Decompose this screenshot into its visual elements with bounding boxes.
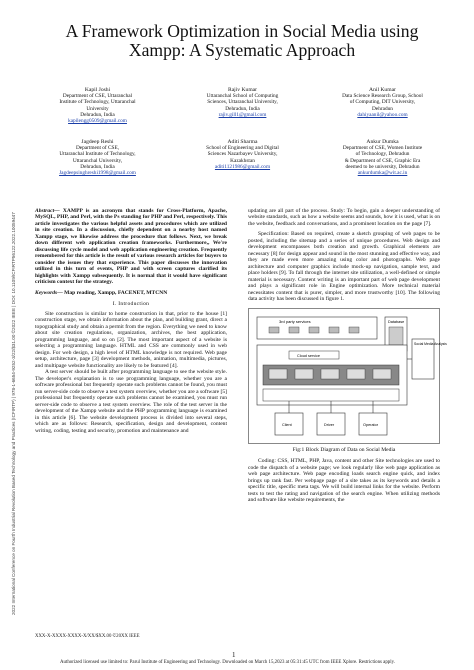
author-affiliation-line: Sciences, Uttaranchal University, — [207, 99, 278, 106]
author-affiliation-line: University — [86, 105, 109, 112]
author-affiliation-line: Uttaranchal Institute of Technology, — [59, 151, 136, 158]
copyright-footer: XXX-X-XXXX-XXXX-X/XX/$XX.00 ©20XX IEEE — [35, 634, 140, 639]
client-label: Client — [282, 422, 292, 427]
block-diagram — [249, 309, 447, 443]
intro-paragraph-2: A test server should be built after programming language to see the website style. The developer's explanation is to use programming language, whether you are a software professional but frequently operate such problems cannot be found, you must run server-side code to observe a test system overview, whether you are a software [5] professional but frequently operate such problems cannot be examined, you must run server-side code to observe a test system overview. The role of the test server in the development of the Xampp website and the PHP programming language is examined in this article [6]. The website development process is divided into several steps, which are as follows: Research, specification, design and development, content writing, coding, testing and security, promotion and maintenance and — [35, 369, 227, 434]
service-block-2 — [289, 327, 299, 333]
title-line-1: A Framework Optimization in Social Media using — [65, 21, 419, 41]
author-name: Rajiv Kumar — [227, 87, 258, 93]
license-notice: Authorized licensed use limited to: Parul Institute of Engineering and Technology. Downloaded on March 15,2023 at 05:31:45 UTC from IEEE Xplore. Restrictions apply. — [60, 660, 395, 665]
processing-block-2 — [295, 369, 313, 379]
author-affiliation-line: Department of CSE, — [75, 145, 120, 152]
side-citation-text: 2022 International Conference on Fourth Industrial Revolution Based Technology and Practices (ICFIRTP) | 978-1-6654-9252-3/22/$31.00 ©2022 IEEE | DOI: 10.1109/ICFIRTP56122.2022.10059447 — [11, 212, 16, 615]
author-affiliation-line: Sciences Nazarbayev University, — [207, 151, 278, 158]
figure-caption: Fig:1 Block Diagram of Data on Social Media — [292, 446, 396, 453]
right-column — [248, 208, 447, 504]
database-stack — [389, 327, 403, 345]
processing-block-4 — [347, 369, 365, 379]
processing-block-5 — [373, 369, 391, 379]
author-affiliation-line: Uttaranchal School of Computing — [206, 93, 279, 100]
author-affiliation-line: Institute of Technology, Uttaranchal — [59, 99, 136, 106]
abstract-text: XAMPP is an acronym that stands for Cross-Platform, Apache, MySQL, PHP, and Perl, with the Ps standing for PHP and Perl, respectively. This article investigates the various helpful assets and procedures which are utilized in site creation. In a discussion, chiefly dependent on a nearby host named Xampp stage, we likewise address the procedure that follows. Next, we break down different web application creation frameworks. Furthermore,, We're discussing life cycle model and web application engineering creation. Frequently remembered for this article is the result of various research articles for buyers to consider the issues they that experience. This paper discusses the innovation utilized in this turn of events, PHP and with screen captures clarified its highlights with Xampp subsequently. It is normal that it would have significant criticism context for the strategy. — [35, 208, 227, 286]
section-heading: I. Introduction — [112, 301, 150, 308]
author-affiliation-line: & Department of CSE, Graphic Era — [344, 157, 421, 164]
author-6 — [315, 139, 450, 176]
abstract — [35, 208, 227, 286]
keywords-label: Keywords— — [35, 289, 63, 296]
author-2 — [175, 87, 310, 118]
keywords — [35, 290, 227, 296]
author-affiliation-line: School of Engineering and Digital — [206, 145, 279, 152]
driver-label: Driver — [324, 422, 335, 427]
social-media-label: Social Media Analysis — [414, 341, 447, 346]
paper-title — [20, 22, 464, 60]
author-5 — [175, 139, 310, 170]
author-email-link[interactable]: dahiyaanil@yahoo.com — [357, 111, 408, 118]
author-name: Kapil Joshi — [84, 87, 111, 93]
author-affiliation-line: Uttaranchal University, — [72, 157, 123, 164]
author-affiliation-line: Dehradun — [372, 105, 393, 112]
author-affiliation-line: of Technology, Dehradun — [355, 151, 410, 158]
processing-block-1 — [269, 369, 287, 379]
author-1 — [30, 87, 165, 124]
author-email-link[interactable]: Jagdeepsinghreshi1998@gmail.com — [59, 170, 136, 177]
author-email-link[interactable]: aditi1121986@gmail.com — [214, 163, 271, 170]
author-affiliation-line: Dehradun, India — [225, 105, 260, 112]
side-citation-strip — [2, 95, 16, 615]
operator-label: Operator — [363, 422, 378, 427]
author-affiliation-line: deemed to be university, Dehradun — [345, 163, 420, 170]
author-name: Aditi Sharma — [227, 139, 258, 145]
right-paragraph-1: updating are all part of the process. Study: To begin, gain a deeper understanding of website standards, such as how a website seems and sounds, how it is used, what is on the website, feedback and conversations, and a prominent location on the page [7]. — [248, 208, 440, 227]
author-affiliation-line: Dehradun, India — [80, 163, 115, 170]
service-block-4 — [329, 327, 339, 333]
author-name: Anil Kumar — [369, 87, 396, 93]
author-email-link[interactable]: rajiv.gill1@gmail.com — [218, 111, 267, 118]
author-email-link[interactable]: ankurdumka@wit.ac.in — [357, 170, 408, 177]
left-column — [35, 208, 227, 434]
author-affiliation-line: Data Science Research Group, School — [342, 93, 423, 100]
service-block-1 — [269, 327, 279, 333]
author-3 — [315, 87, 450, 118]
cloud-service-label: Cloud service — [297, 353, 321, 358]
author-affiliation-line: Department of CSE, Women Institute — [342, 145, 423, 152]
author-name: Ankur Dumka — [366, 139, 399, 145]
service-block-5 — [349, 327, 359, 333]
processing-block-3 — [321, 369, 339, 379]
author-affiliation-line: Kazakhstan — [230, 157, 255, 164]
title-line-2: Xampp: A Systematic Approach — [128, 40, 356, 60]
author-4 — [30, 139, 165, 176]
author-affiliation-line: of Computing, DIT University, — [349, 99, 416, 106]
abstract-label: Abstract— — [35, 208, 60, 214]
author-email-link[interactable]: kapilengg0509@gmail.com — [68, 118, 127, 125]
author-affiliation-line: Department of CSE, Uttaranchal — [62, 93, 133, 100]
intro-paragraph-1: Site construction is similar to home construction in that, prior to the house [1] construction stage, we obtain information about the plan, and building grant, direct a topographical study and obtain a permit from the region. Everything we need to know about site creation regulations, organization, archives, the best application, programming language, and so on [2]. The most important aspect of a website is selecting a programming language. HTML and CSS are commonly used in web design. For web design, a high level of HTML knowledge is not required. Web page setup, architecture, page [3] development methods, animation, multimedia, pictures, and multipage website functionality are likely to be featured [4]. — [35, 310, 227, 369]
third-party-label: 3rd party services — [279, 318, 311, 324]
service-block-3 — [309, 327, 319, 333]
page-number: 1 — [232, 651, 236, 659]
database-label: Database — [388, 319, 405, 324]
network-layer — [263, 389, 399, 401]
figure-1 — [248, 308, 447, 444]
keywords-text: Map reading, Xampp, FACENET, MTCNN — [62, 289, 168, 296]
right-paragraph-3: Coding: CSS, HTML, PHP, Java, content and other Site technologies are used to code the dispatch of a website page; we look regularly like web page application as web page architecture. Web page encoding loads search engine quick, and index brings up rank fast. Per webpage page of a site takes as its keywords and details a specific title, specific meta tags. We will build internal links for the website. Perform tests to test the rating and navigation of the search engine. When utilizing methods and software like website requirements, the — [248, 458, 440, 504]
author-affiliation-line: Dehradun, India — [80, 111, 115, 118]
right-paragraph-2: Specification: Based on required, create a sketch grouping of web pages to be posted, including the sitemap and a series of unique procedures. Web design and development encompasses both creation and growth. Graphical elements are necessary [8] for design appear and sound in the most stunning and effective way, and they are made even more amazing using color and photographs. Web page architecture and computer graphics include mock-up navigation, sample text, and place holders [9]. To fall through the internet site utilization, a well-defined or simple material is necessary. Content writing is an important part of web page development and plays a significant role in Engine optimization. More technical material necessitates content that is purer, simpler, and more trustworthy [10]. The following data activity has been discussed in figure 1. — [248, 231, 440, 303]
author-name: Jagdeep Reshi — [81, 139, 114, 145]
